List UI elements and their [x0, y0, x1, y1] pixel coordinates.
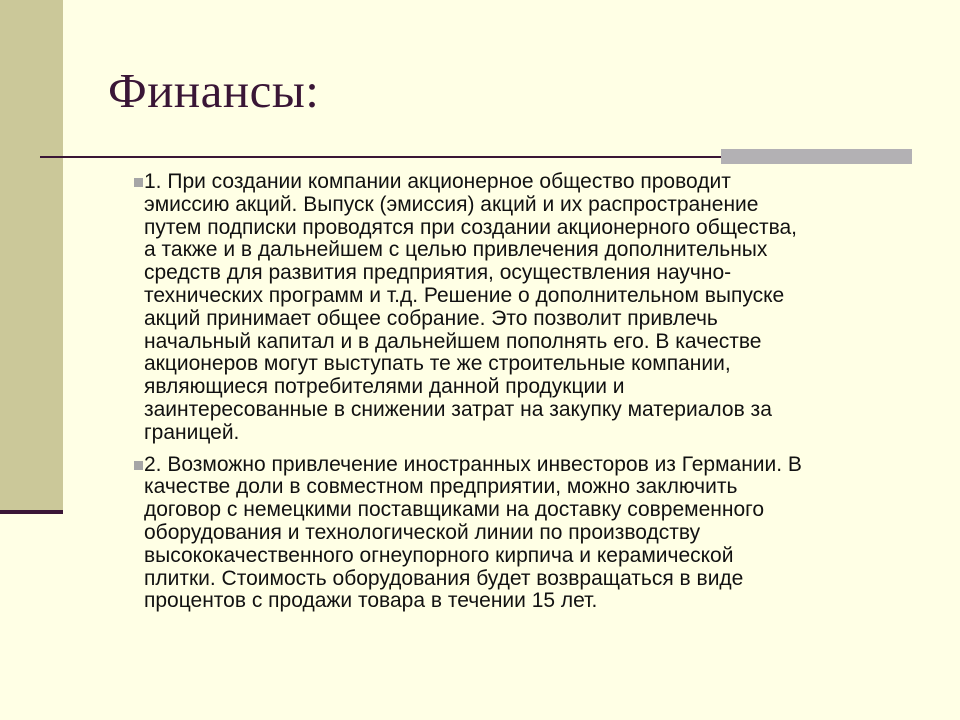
- left-bar-base-line: [0, 510, 63, 514]
- text-line: акций принимает общее собрание. Это позволит привлечь: [144, 306, 718, 330]
- text-line: начальный капитал и в дальнейшем пополнять его. В качестве: [144, 329, 762, 353]
- square-bullet-icon: [134, 178, 143, 187]
- text-line: 1. При создании компании акционерное общество проводит: [144, 170, 731, 193]
- square-bullet-icon: [134, 461, 143, 470]
- bullet-text: [144, 454, 909, 614]
- bullet-item: [134, 171, 909, 445]
- text-line: плитки. Стоимость оборудования будет возвращаться в виде: [144, 566, 744, 590]
- text-line: высококачественного огнеупорного кирпича и керамической: [144, 543, 734, 567]
- bullet-item: [134, 454, 909, 614]
- text-line: средств для развития предприятия, осуществления научно-: [144, 261, 732, 285]
- title-accent-bar: [721, 149, 912, 164]
- left-decorative-bar: [0, 0, 63, 511]
- text-line: акционеров могут выступать те же строительные компании,: [144, 352, 731, 376]
- text-line: а также и в дальнейшем с целью привлечения дополнительных: [144, 238, 768, 262]
- text-line: технических программ и т.д. Решение о дополнительном выпуске: [144, 283, 785, 307]
- text-line: оборудования и технологической линии по производству: [144, 520, 701, 544]
- slide-title: Финансы:: [108, 63, 320, 118]
- bullet-text: [144, 171, 909, 445]
- bullet-list: [134, 171, 909, 622]
- text-line: границей.: [144, 420, 240, 444]
- text-line: путем подписки проводятся при создании акционерного общества,: [144, 215, 797, 239]
- text-line: эмиссию акций. Выпуск (эмиссия) акций и их распространение: [144, 192, 759, 216]
- text-line: заинтересованные в снижении затрат на закупку материалов за: [144, 397, 772, 421]
- text-line: являющиеся потребителями данной продукции и: [144, 375, 625, 399]
- text-line: качестве доли в совместном предприятии, можно заключить: [144, 475, 738, 499]
- text-line: договор с немецкими поставщиками на доставку современного: [144, 498, 765, 522]
- text-line: процентов с продажи товара в течении 15 лет.: [144, 589, 598, 613]
- text-line: 2. Возможно привлечение иностранных инвесторов из Германии. В: [144, 452, 802, 476]
